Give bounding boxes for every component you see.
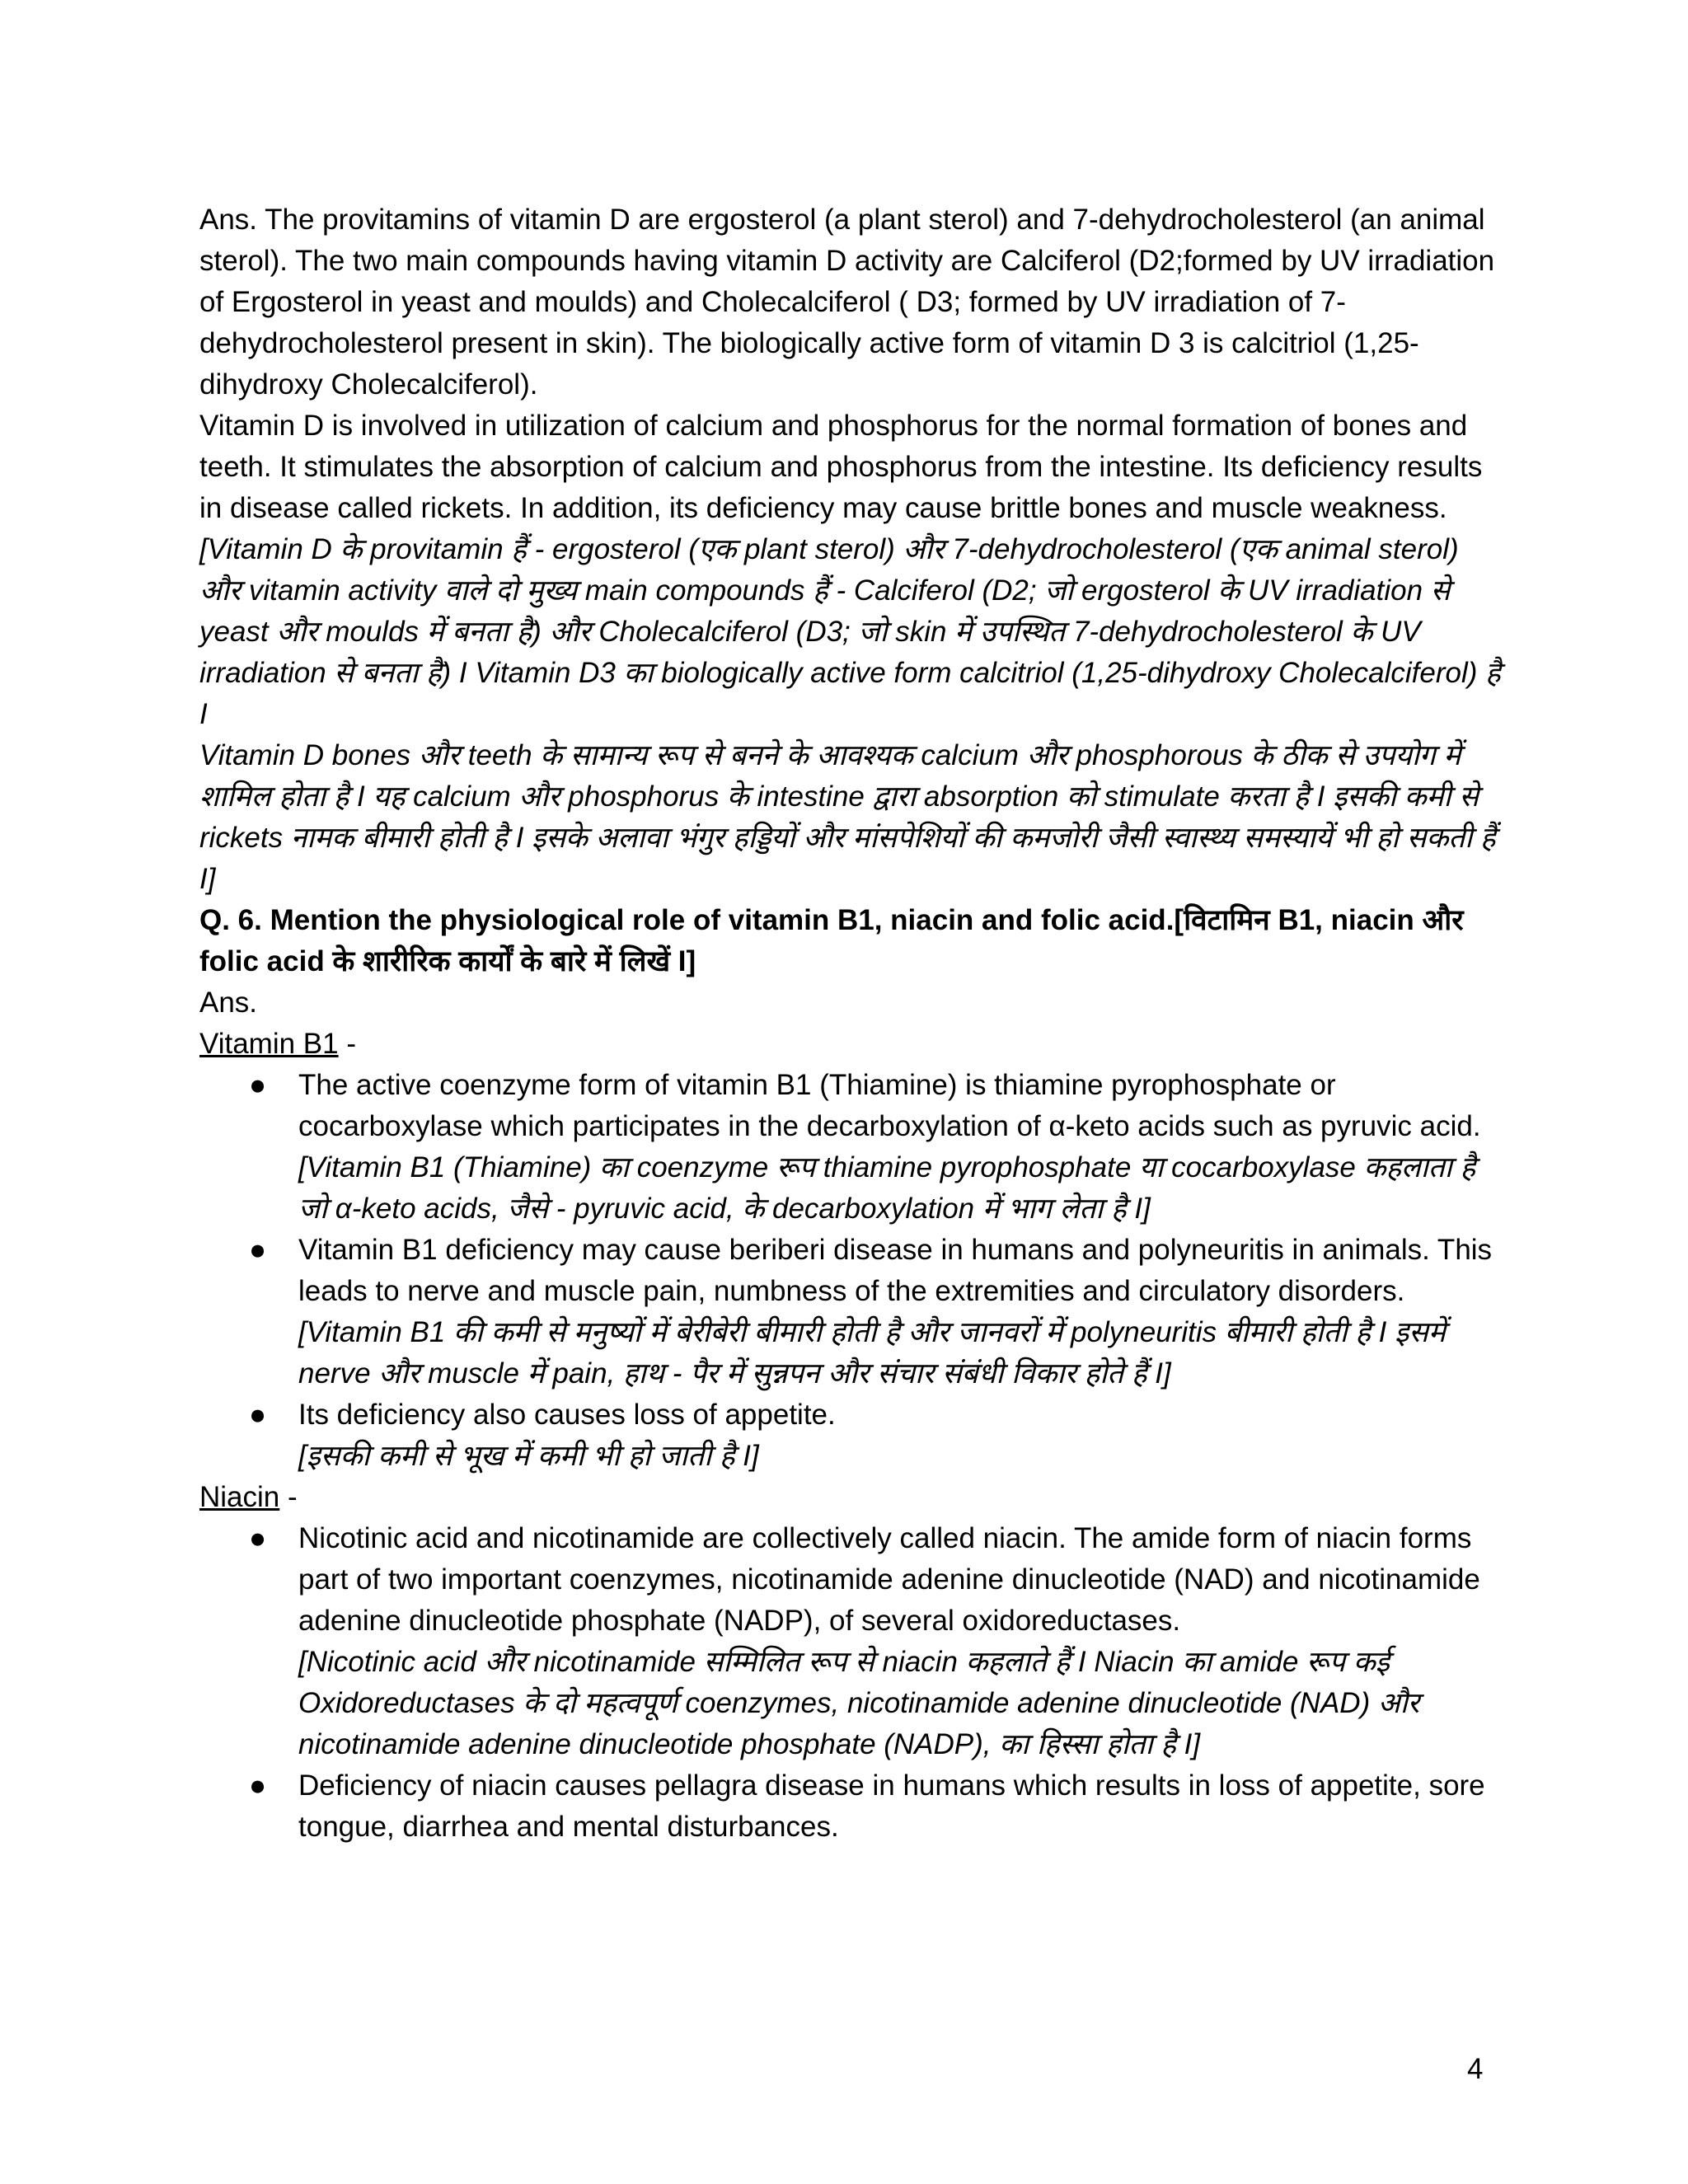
list-item-translation: [Nicotinic acid और nicotinamide सम्मिलित रूप से niacin कहलाते हैं I Niacin का amide रूप कई Oxidoreductases के दो महत्वपूर्ण coenzymes, nicotinamide adenine dinucleotide (NAD) और nicotinamide adenine dinucleotide phosphate (NADP), का हिस्सा होता है I] [298, 1646, 1420, 1760]
list-item [199, 1765, 1502, 1848]
bullet-icon: ● [249, 1769, 267, 1802]
list-item-text: Its deficiency also causes loss of appetite. [298, 1399, 836, 1431]
list-item-text: Nicotinic acid and nicotinamide are collectively called niacin. The amide form of niacin forms part of two important coenzymes, nicotinamide adenine dinucleotide (NAD) and nicotinamide adenine dinucleotide phosphate (NADP), of several oxidoreductases. [298, 1522, 1480, 1637]
list-item-translation: [Vitamin B1 (Thiamine) का coenzyme रूप thiamine pyrophosphate या cocarboxylase कहलाता है जो α-keto acids, जैसे - pyruvic acid, के decarboxylation में भाग लेता है I] [298, 1151, 1476, 1225]
niacin-list [199, 1518, 1502, 1848]
answer-paragraph-1: Ans. The provitamins of vitamin D are ergosterol (a plant sterol) and 7-dehydrocholesterol (an animal sterol). The two main compounds having vitamin D activity are Calciferol (D2;formed by UV irradiation of Ergosterol in yeast and moulds) and Cholecalciferol ( D3; formed by UV irradiation of 7-dehydrocholesterol present in skin). The biologically active form of vitamin D 3 is calcitriol (1,25-dihydroxy Cholecalciferol). [199, 204, 1495, 401]
niacin-heading-line [199, 1477, 1502, 1518]
niacin-heading: Niacin [199, 1481, 280, 1513]
vitamin-b1-heading-line [199, 1024, 1502, 1065]
list-item-translation: [इसकी कमी से भूख में कमी भी हो जाती है I] [298, 1440, 759, 1472]
list-item-text: Deficiency of niacin causes pellagra disease in humans which results in loss of appetite, sore tongue, diarrhea and mental disturbances. [298, 1769, 1485, 1843]
list-item [199, 1518, 1502, 1765]
vitamin-b1-list [199, 1065, 1502, 1477]
bullet-icon: ● [249, 1234, 267, 1266]
heading-dash: - [338, 1028, 356, 1060]
bullet-icon: ● [249, 1399, 267, 1431]
heading-dash: - [279, 1481, 298, 1513]
bullet-icon: ● [249, 1522, 267, 1554]
question-6: Q. 6. Mention the physiological role of vitamin B1, niacin and folic acid.[विटामिन B1, niacin और folic acid के शारीरिक कार्यों के बारे में लिखें I] [199, 904, 1464, 977]
list-item [199, 1394, 1502, 1477]
list-item [199, 1065, 1502, 1230]
list-item-text: Vitamin B1 deficiency may cause beriberi disease in humans and polyneuritis in animals. This leads to nerve and muscle pain, numbness of the extremities and circulatory disorders. [298, 1234, 1493, 1307]
vitamin-b1-heading: Vitamin B1 [199, 1028, 339, 1060]
list-item [199, 1230, 1502, 1394]
document-page [199, 199, 1502, 1848]
hindi-translation-1: [Vitamin D के provitamin हैं - ergosterol (एक plant sterol) और 7-dehydrocholesterol (एक animal sterol) और vitamin activity वाले दो मुख्य main compounds हैं - Calciferol (D2; जो ergosterol के UV irradiation से yeast और moulds में बनता है) और Cholecalciferol (D3; जो skin में उपस्थित 7-dehydrocholesterol के UV irradiation से बनता है) I Vitamin D3 का biologically active form calcitriol (1,25-dihydroxy Cholecalciferol) है I [199, 533, 1501, 730]
answer-label: Ans. [199, 987, 258, 1019]
answer-paragraph-2: Vitamin D is involved in utilization of calcium and phosphorus for the normal formation of bones and teeth. It stimulates the absorption of calcium and phosphorus from the intestine. Its deficiency results in disease called rickets. In addition, its deficiency may cause brittle bones and muscle weakness. [199, 410, 1483, 524]
list-item-text: The active coenzyme form of vitamin B1 (Thiamine) is thiamine pyrophosphate or cocarboxylase which participates in the decarboxylation of α-keto acids such as pyruvic acid. [298, 1069, 1481, 1142]
list-item-translation: [Vitamin B1 की कमी से मनुष्यों में बेरीबेरी बीमारी होती है और जानवरों में polyneuritis बीमारी होती है I इसमें nerve और muscle में pain, हाथ - पैर में सुन्नपन और संचार संबंधी विकार होते हैं I] [298, 1316, 1446, 1390]
bullet-icon: ● [249, 1069, 267, 1101]
hindi-translation-2: Vitamin D bones और teeth के सामान्य रूप से बनने के आवश्यक calcium और phosphorous के ठीक से उपयोग में शामिल होता है I यह calcium और phosphorus के intestine द्वारा absorption को stimulate करता है I इसकी कमी से rickets नामक बीमारी होती है I इसके अलावा भंगुर हड्डियों और मांसपेशियों की कमजोरी जैसी स्वास्थ्य समस्यायें भी हो सकती हैं I] [199, 739, 1496, 895]
page-number: 4 [1467, 2053, 1484, 2085]
